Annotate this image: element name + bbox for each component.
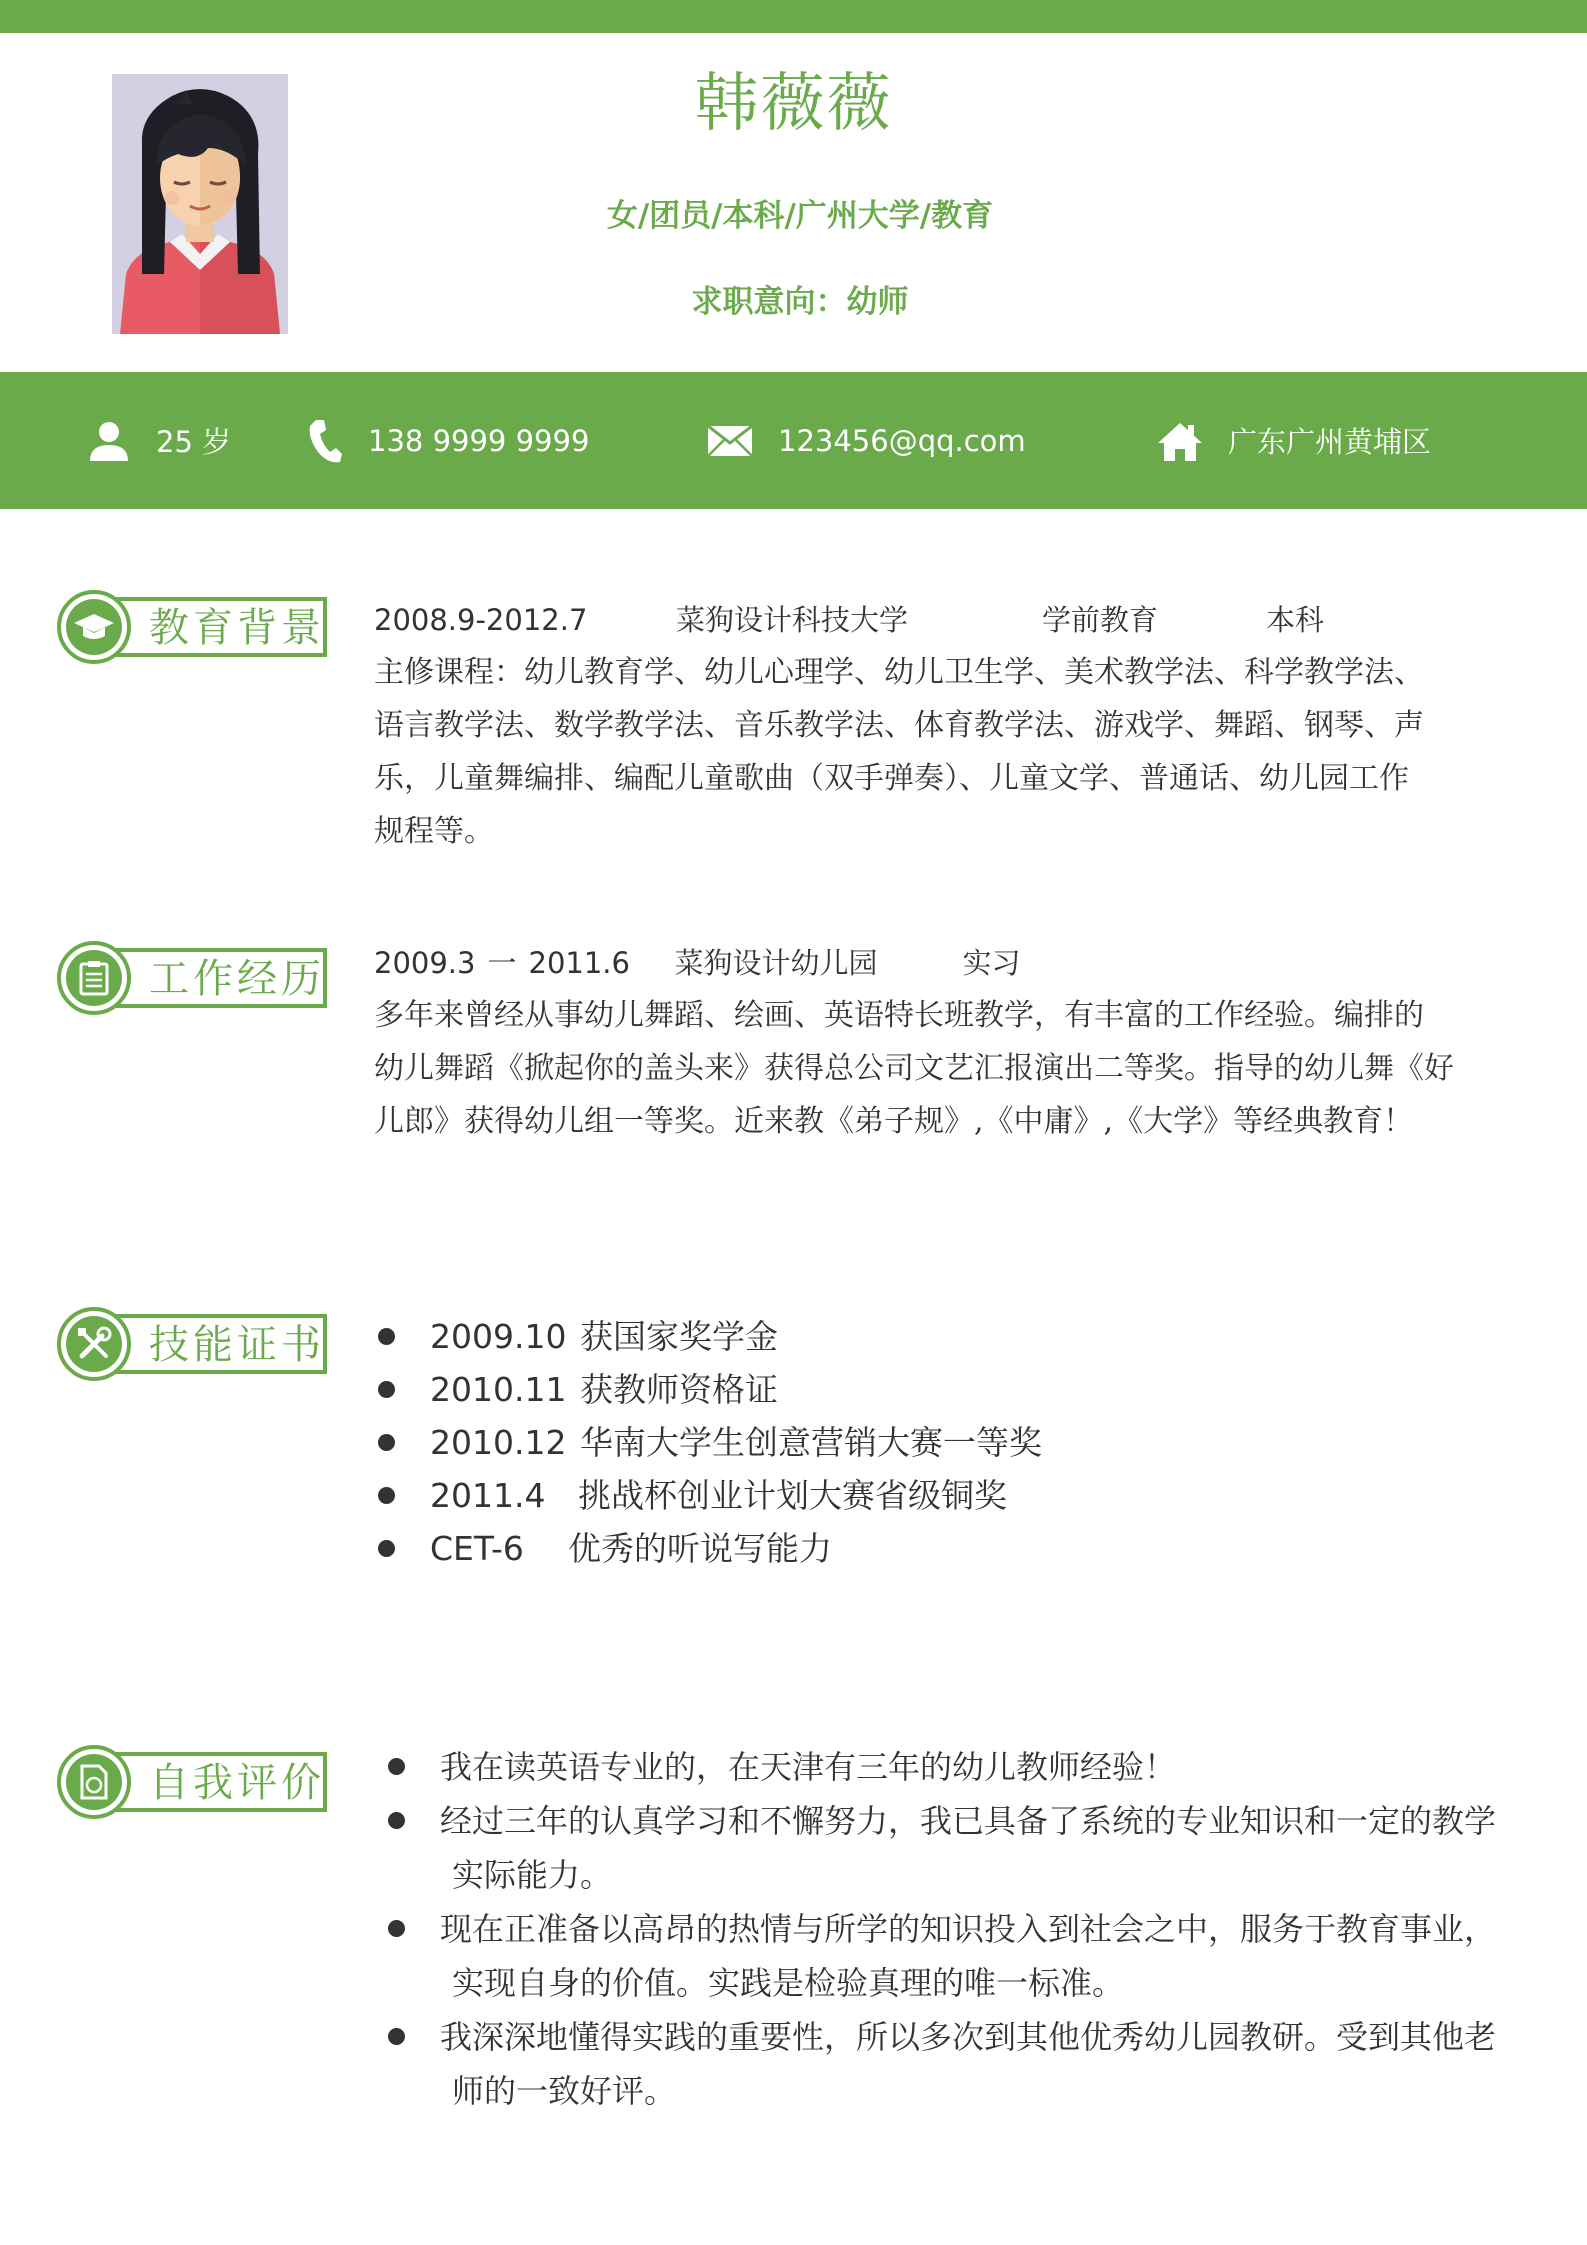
tools-icon: [66, 1316, 122, 1372]
graduation-cap-icon: [66, 599, 122, 655]
section-label-self-eval: 自我评价: [57, 1749, 331, 1815]
work-content: [374, 937, 1504, 1148]
work-company: 菜狗设计幼儿园: [674, 946, 878, 980]
work-summary-row: [374, 937, 1504, 989]
work-period-start: 2009.3: [374, 946, 476, 980]
candidate-profile: 女/团员/本科/广州大学/教育: [606, 198, 994, 234]
list-item: CET-6 优秀的听说写能力: [374, 1522, 1504, 1575]
education-summary-row: [374, 594, 1504, 646]
list-item: 2010.11 获教师资格证: [374, 1363, 1504, 1416]
contact-email[interactable]: 123456@qq.com: [708, 372, 1026, 509]
top-accent-bar: [0, 0, 1587, 33]
section-label-education: 教育背景: [57, 594, 331, 660]
home-icon: [1158, 421, 1202, 461]
list-item: 我深深地懂得实践的重要性，所以多次到其他优秀幼儿园教研。受到其他老 师的一致好评。: [384, 2010, 1514, 2118]
education-courses: 主修课程：幼儿教育学、幼儿心理学、幼儿卫生学、美术教学法、科学教学法、 语言教学法、数学教学法、音乐教学法、体育教学法、游戏学、舞蹈、钢琴、声 乐，儿童舞编排、编配儿童歌曲（双手弹奏）、儿童文学、普通话、幼儿园工作 规程等。: [374, 655, 1424, 849]
self-eval-list: [384, 1740, 1514, 2118]
list-item: 2009.10 获国家奖学金: [374, 1310, 1504, 1363]
work-description: 多年来曾经从事幼儿舞蹈、绘画、英语特长班教学，有丰富的工作经验。编排的 幼儿舞蹈《掀起你的盖头来》获得总公司文艺汇报演出二等奖。指导的幼儿舞《好 儿郎》获得幼儿组一等奖。近来教《弟子规》,《中庸》,《大学》等经典教育！: [374, 998, 1454, 1139]
section-label-work: 工作经历: [57, 945, 331, 1011]
job-objective: 求职意向：幼师: [691, 284, 909, 320]
mail-icon: [708, 426, 752, 456]
contact-phone[interactable]: 138 9999 9999: [308, 372, 589, 509]
education-school: 菜狗设计科技大学: [676, 603, 909, 637]
contact-band: [0, 372, 1587, 509]
contact-age: 25 岁: [88, 372, 231, 509]
work-period-separator: 一: [487, 946, 517, 980]
section-label-skills: 技能证书: [57, 1311, 331, 1377]
work-role: 实习: [962, 946, 1021, 980]
list-item: 现在正准备以高昂的热情与所学的知识投入到社会之中，服务于教育事业， 实现自身的价值。实践是检验真理的唯一标准。: [384, 1902, 1514, 2010]
contact-address: 广东广州黄埔区: [1158, 372, 1431, 509]
education-degree: 本科: [1266, 603, 1325, 637]
list-item: 2011.4 挑战杯创业计划大赛省级铜奖: [374, 1469, 1504, 1522]
list-item: 2010.12 华南大学生创意营销大赛一等奖: [374, 1416, 1504, 1469]
certificate-list: [374, 1310, 1504, 1575]
self-eval-content: [384, 1740, 1514, 2118]
user-icon: [88, 421, 130, 461]
education-content: [374, 594, 1504, 858]
list-item: 我在读英语专业的，在天津有三年的幼儿教师经验！: [384, 1740, 1514, 1794]
list-item: 经过三年的认真学习和不懈努力，我已具备了系统的专业知识和一定的教学 实际能力。: [384, 1794, 1514, 1902]
work-period-end: 2011.6: [528, 946, 630, 980]
document-grade-icon: [66, 1754, 122, 1810]
education-period: 2008.9-2012.7: [374, 603, 588, 637]
skills-content: [374, 1310, 1504, 1575]
education-major: 学前教育: [1042, 603, 1159, 637]
phone-icon: [308, 418, 342, 464]
candidate-name: 韩薇薇: [694, 67, 893, 141]
clipboard-icon: [66, 950, 122, 1006]
